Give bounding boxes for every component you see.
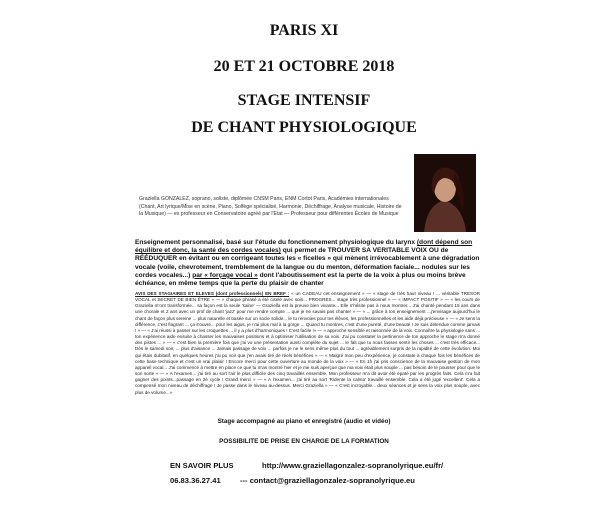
title-location: PARIS XI <box>269 22 339 39</box>
intro-text-3: dont l'aboutissement est la perte de la voix à plus ou moins brève échéance, en même temps que la perte du plaisir de chanter <box>135 271 466 288</box>
intro-text-2: qui permet de TROUVER SA VERITABLE VOIX OU de RÉÉDUQUER en évitant ou en corrigeant toutes les « ficelles » qui mènent irrévocablement à une dégradation vocale (voile, chevrotement, tremblement de la langue ou du menton, déformation faciale... nodules sur les cordes vocales...) <box>135 247 480 279</box>
email-link[interactable]: --- contact@graziellagonzalez-sopranolyrique.eu <box>240 476 415 485</box>
phone-number: 06.83.36.27.41 <box>170 476 221 485</box>
intro-underline-2: par « forçage vocal » <box>192 271 258 279</box>
singer-photo <box>414 154 476 232</box>
intro-underline-1: (dont dépend son équilibre et donc, la santé des cordes vocales) <box>135 239 473 255</box>
testimonials-heading: AVIS DES STAGIAIRES ET ELEVES (dont professionnels) EN BREF : <box>135 291 290 296</box>
title-subject: DE CHANT PHYSIOLOGIQUE <box>191 119 417 136</box>
title-dates: 20 ET 21 OCTOBRE 2018 <box>213 58 395 75</box>
bio-paragraph: Graziella GONZALEZ, soprano, soliste, diplômée CNSM Paris, ENM Cortot Paris, Académies internationales (Chant, Art lyrique/Mise en scène, Piano, Solfège spécialisé, Harmonie, Déchiffrage, Analyse musicale, Histoire de la Musique) — ex professeur en Conservatoire agréé par l'Etat — Professeur pour différentes Écoles de Musique <box>139 196 402 218</box>
funding-info: POSSIBILITE DE PRISE EN CHARGE DE LA FORMATION <box>219 438 389 445</box>
more-info-label: EN SAVOIR PLUS <box>170 461 234 470</box>
stage-info: Stage accompagné au piano et enregistré (audio et vidéo) <box>217 418 391 425</box>
intro-paragraph <box>135 239 480 288</box>
testimonials-text: « un CADEAU cet enseignement » — « stage de très haut niveau ! ... véritable TRESOR VOCAL et SECRET DE BIEN ÊTRE » — « chaque phrasé a été ciselé avec soin... PROGRES... stage très professionnel » — « IMPACT POSITIF » — « les cours de Graziella m'ont transformée... sa façon est la seule 'saine' — Graziella est la preuve bien vivante... Elle n'hésite pas à nous montrer... J'ai chanté pendant 15 ans dans une chorale et 2 ans avec un prof de chant 'jazz' pour me rendre compte ... que je ne savais pas chanter » — « ... grâce à ton enseignement ...j'envisage aujourd'hui le chant de façon plus sereine ... plus naturelle et basée sur un socle solide... le tu renvoies pour tes élèves, les professionnelles et les aide déjà précieuse » — « Je sens la différence, c'est flagrant ... ça s'ouvre... pour les aigus, je n'ai plus mal à la gorge ... Quand tu montres, c'est d'une pureté, d'une beauté ! Je suis détendue comme jamais ! » — « J'ai réussi à passer sur les croquettes ... il y a plus d'harmoniques ! C'est facile !» — « approche sensible et raisonnée de la voix. Connaître la physiologie sans ... ton expérience aide ensuite à chasser les mauvaises positions et à optimiser l'utilisation de sa voix. J'ai pu constater la pertinence de ton approche le stage m'a donné des pistes ... » — « c'est bien la première fois que j'ai vu une présentation aussi complète du sujet ... le fait que tu nous fasses sentir les choses ... c'est très efficace... Dès le samedi soir, ... plus d'aisance ... Jamais passage de voix ... parfois je ne le sens même plus du tout ... agréablement surpris de la rapidité de cette évolution. Moi qui étais dubitatif, en quelques heures j'ai pu voir que j'en avais tiré de réels bénéfices » — « Malgré mon peu d'expérience, je constate à chaque fois les bénéfices de cette base technique et c'est un vrai plaisir ! Encore merci pour cette ouverture au monde de la voix » — « En 1h j'ai pris conscience de la mauvaise gestion de mon appareil vocal... J'ai commencé à mettre en place ce que tu m'as montré hier et je me suis aperçue que ma voix était plus souple ... pas besoin de te pousser pour que le son sorte » — « A l'examen... j'ai tiré au sort l'air le plus difficile des cinq travaillés ensemble. Mon professeur m'a dit avoir été épaté par les progrès faits. Cela m'a fait gagner des points...passage en 2è cycle ! Grand merci » — « A l'examen... j'ai tiré au sort 'Ridente la calma' travaillé ensemble. Cela a été jugé 'excellent'. Cela a compensé mon niveau de déchiffrage ! Je passe dans le niveau au-dessus. Merci Graziella » — « C'est incroyable... deux séances et je sens la voix plus souple, avec plus de volume...» <box>135 291 480 395</box>
title-stage: STAGE INTENSIF <box>237 92 371 109</box>
intro-text-1: Enseignement personnalisé, basé sur l'étude du fonctionnement physiologique du larynx <box>135 239 417 246</box>
testimonials-block <box>135 291 480 396</box>
website-link[interactable]: http://www.graziellagonzalez-sopranolyrique.eu/fr/ <box>262 461 444 470</box>
